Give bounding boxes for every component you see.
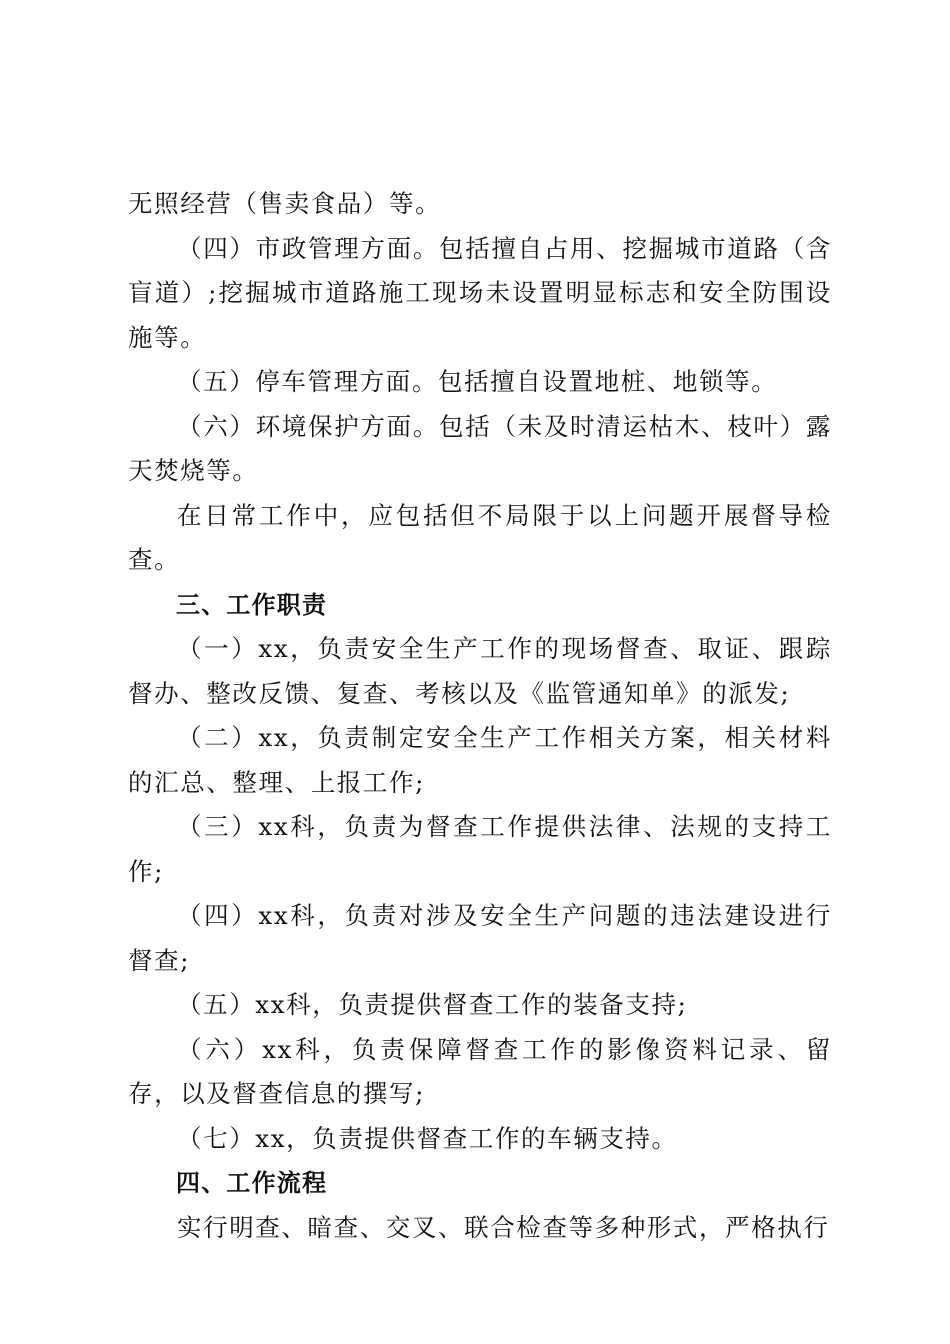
section-heading-workflow: 四、工作流程 (176, 1169, 328, 1197)
paragraph-municipal-management: （四）市政管理方面。包括擅自占用、挖掘城市道路（含盲道）;挖掘城市道路施工现场未设置明显标志和安全防围设施等。 (128, 233, 832, 352)
paragraph-environment-protection: （六）环境保护方面。包括（未及时清运枯木、枝叶）露天焚烧等。 (128, 411, 832, 485)
paragraph-duty-4: （四）xx科，负责对涉及安全生产问题的违法建设进行督查; (128, 901, 832, 975)
section-heading-responsibilities: 三、工作职责 (176, 590, 328, 619)
paragraph-workflow-intro: 实行明查、暗查、交叉、联合检查等多种形式，严格执行 (177, 1212, 830, 1242)
paragraph-duty-7: （七）xx，负责提供督查工作的车辆支持。 (177, 1123, 678, 1153)
paragraph-duty-2: （二）xx，负责制定安全生产工作相关方案，相关材料的汇总、整理、上报工作; (128, 723, 832, 797)
paragraph-duty-6: （六）xx科，负责保障督查工作的影像资料记录、留存，以及督查信息的撰写; (128, 1034, 832, 1108)
paragraph-duty-3: （三）xx科，负责为督查工作提供法律、法规的支持工作; (128, 812, 832, 886)
paragraph-duty-5: （五）xx科，负责提供督查工作的装备支持; (177, 990, 688, 1019)
paragraph-daily-work: 在日常工作中，应包括但不局限于以上问题开展督导检查。 (128, 500, 832, 574)
document-body (128, 182, 832, 1250)
paragraph-duty-1: （一）xx，负责安全生产工作的现场督查、取证、跟踪督办、整改反馈、复查、考核以及《监管通知单》的派发; (128, 634, 832, 708)
paragraph-continuation: 无照经营（售卖食品）等。 (128, 189, 442, 218)
paragraph-parking-management: （五）停车管理方面。包括擅自设置地桩、地锁等。 (177, 367, 778, 396)
